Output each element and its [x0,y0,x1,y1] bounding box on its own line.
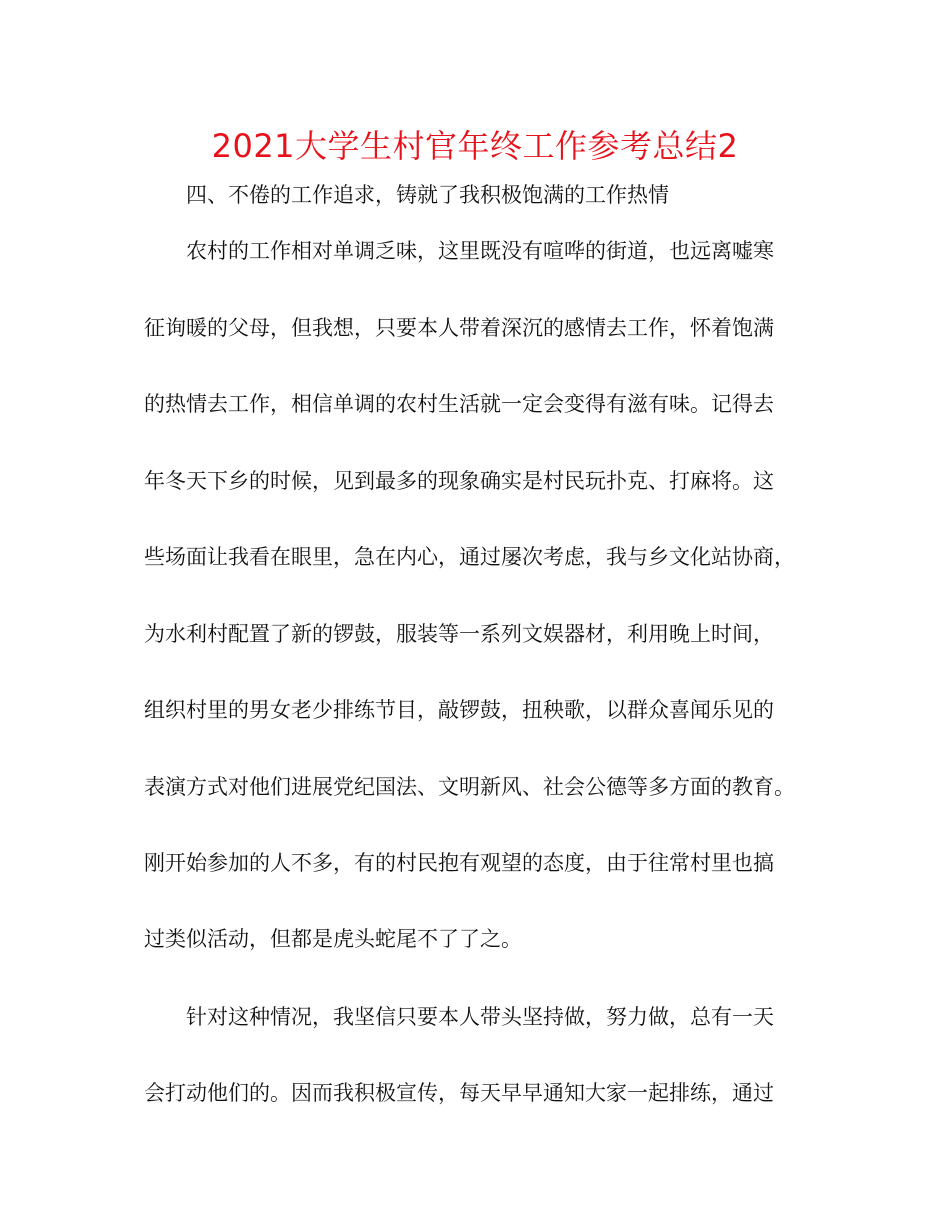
paragraph-line: 征询暖的父母，但我想，只要本人带着深沉的感情去工作，怀着饱满 [144,316,774,340]
paragraph-line: 的热情去工作，相信单调的农村生活就一定会变得有滋有味。记得去 [144,392,774,416]
paragraph-line: 些场面让我看在眼里，急在内心，通过屡次考虑，我与乡文化站协商， [144,545,795,569]
paragraph-line: 针对这种情况，我坚信只要本人带头坚持做，努力做，总有一天 [186,1005,774,1029]
paragraph-line: 组织村里的男女老少排练节目，敲锣鼓，扭秧歌，以群众喜闻乐见的 [144,698,774,722]
paragraph-line: 农村的工作相对单调乏味，这里既没有喧哗的街道，也远离嘘寒 [186,239,774,263]
paragraph-line: 刚开始参加的人不多，有的村民抱有观望的态度，由于往常村里也搞 [144,851,774,875]
paragraph-line: 为水利村配置了新的锣鼓，服装等一系列文娱器材，利用晚上时间， [144,622,774,646]
document-title: 2021大学生村官年终工作参考总结2 [211,127,739,165]
section-heading: 四、不倦的工作追求，铸就了我积极饱满的工作热情 [186,183,669,207]
paragraph-line: 年冬天下乡的时候，见到最多的现象确实是村民玩扑克、打麻将。这 [144,469,774,493]
paragraph-line: 会打动他们的。因而我积极宣传，每天早早通知大家一起排练，通过 [144,1081,774,1105]
paragraph-line: 过类似活动，但都是虎头蛇尾不了了之。 [144,927,522,951]
paragraph-line: 表演方式对他们进展党纪国法、文明新风、社会公德等多方面的教育。 [144,775,795,799]
